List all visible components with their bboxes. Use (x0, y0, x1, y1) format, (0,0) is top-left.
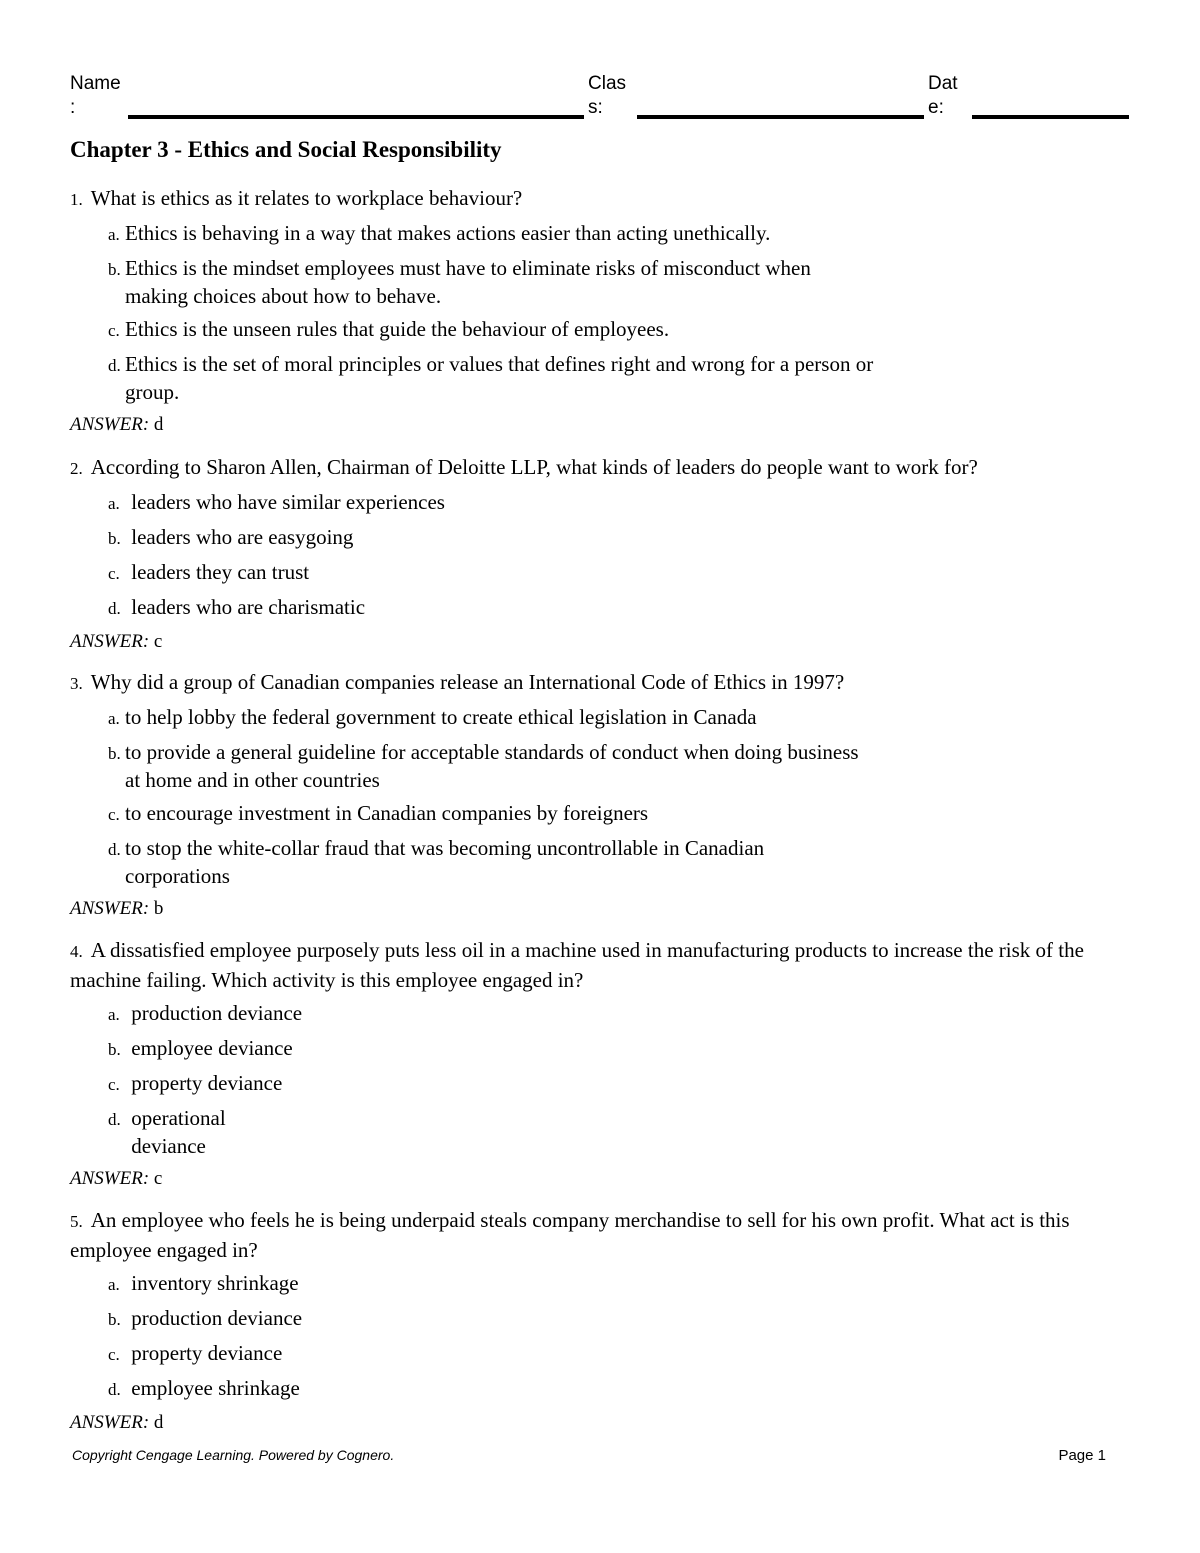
option-text: inventory shrinkage (131, 1271, 299, 1295)
option-d (108, 350, 1130, 406)
option-d (108, 1374, 1130, 1404)
option-letter: c. (108, 1345, 120, 1364)
answer-line (70, 1166, 1130, 1192)
answer-value: d (153, 414, 164, 435)
question-4 (70, 936, 1130, 1192)
question-text: An employee who feels he is being underpaid steals company merchandise to sell for his own profit. What act is this employee engaged in? (70, 1208, 1070, 1262)
option-text: operational deviance (131, 1106, 226, 1158)
option-letter: d. (108, 1110, 121, 1129)
answer-value: d (153, 1412, 164, 1433)
option-text: leaders who are easygoing (131, 525, 354, 549)
option-letter: a. (108, 494, 120, 513)
option-text: production deviance (131, 1001, 303, 1025)
date-label: Dat (928, 73, 958, 94)
option-d (108, 834, 1130, 890)
name-line (128, 115, 584, 119)
question-stem (70, 668, 1130, 698)
option-text: leaders who are charismatic (131, 595, 366, 619)
option-c (108, 799, 1130, 829)
option-text: property deviance (131, 1071, 283, 1095)
option-letter: d. (108, 1380, 121, 1399)
option-text: to stop the white-collar fraud that was becoming uncontrollable in Canadian corporations (125, 836, 765, 888)
option-letter: b. (108, 1310, 121, 1329)
option-b (108, 1034, 1130, 1064)
question-stem (70, 936, 1130, 994)
answer-label: ANSWER: (70, 414, 150, 435)
question-text: A dissatisfied employee purposely puts less oil in a machine used in manufacturing products to increase the risk of the machine failing. Which activity is this employee engaged in? (70, 938, 1084, 992)
option-letter: c. (108, 1075, 120, 1094)
option-text: to provide a general guideline for acceptable standards of conduct when doing business at home and in other countries (125, 740, 859, 792)
footer-page-number: Page 1 (1058, 1447, 1106, 1464)
question-stem (70, 184, 1130, 214)
question-number: 4. (70, 942, 83, 961)
question-1 (70, 184, 1130, 438)
option-letter: d. (108, 356, 121, 375)
question-text: According to Sharon Allen, Chairman of Deloitte LLP, what kinds of leaders do people want to work for? (90, 455, 978, 479)
option-c (108, 315, 1130, 345)
option-b (108, 254, 1130, 310)
option-text: employee shrinkage (131, 1376, 300, 1400)
option-text: Ethics is behaving in a way that makes actions easier than acting unethically. (125, 221, 771, 245)
option-letter: b. (108, 1040, 121, 1059)
footer-copyright: Copyright Cengage Learning. Powered by Cognero. (72, 1447, 395, 1463)
answer-value: b (153, 898, 164, 919)
option-text: to help lobby the federal government to create ethical legislation in Canada (125, 705, 757, 729)
name-label: Name (70, 73, 121, 94)
class-label-suffix: s: (588, 97, 603, 118)
option-c (108, 1339, 1130, 1369)
question-stem (70, 1206, 1130, 1264)
answer-line (70, 412, 1130, 438)
option-d (108, 593, 1130, 623)
option-text: Ethics is the unseen rules that guide the behaviour of employees. (125, 317, 670, 341)
option-a (108, 488, 1130, 518)
answer-line (70, 629, 1130, 655)
question-3 (70, 668, 1130, 922)
chapter-title: Chapter 3 - Ethics and Social Responsibility (70, 137, 502, 162)
answer-line (70, 896, 1130, 922)
answer-value: c (153, 1168, 163, 1189)
question-number: 1. (70, 190, 83, 209)
question-text: Why did a group of Canadian companies release an International Code of Ethics in 1997? (90, 670, 845, 694)
option-b (108, 1304, 1130, 1334)
answer-label: ANSWER: (70, 1412, 150, 1433)
option-letter: d. (108, 840, 121, 859)
option-c (108, 558, 1130, 588)
option-letter: a. (108, 1005, 120, 1024)
option-text: to encourage investment in Canadian companies by foreigners (125, 801, 649, 825)
option-text: Ethics is the mindset employees must have to eliminate risks of misconduct when making choices about how to behave. (125, 256, 811, 308)
date-label-suffix: e: (928, 97, 944, 118)
option-letter: b. (108, 260, 121, 279)
option-b (108, 738, 1130, 794)
option-text: Ethics is the set of moral principles or values that defines right and wrong for a person or group. (125, 352, 874, 404)
option-letter: c. (108, 805, 120, 824)
option-text: production deviance (131, 1306, 303, 1330)
answer-line (70, 1410, 1130, 1436)
class-label: Clas (588, 73, 627, 94)
option-c (108, 1069, 1130, 1099)
option-letter: c. (108, 321, 120, 340)
answer-label: ANSWER: (70, 1168, 150, 1189)
question-text: What is ethics as it relates to workplace behaviour? (90, 186, 523, 210)
option-letter: d. (108, 599, 121, 618)
option-a (108, 999, 1130, 1029)
class-line (637, 115, 924, 119)
answer-value: c (153, 631, 163, 652)
option-text: property deviance (131, 1341, 283, 1365)
question-number: 2. (70, 459, 83, 478)
option-d (108, 1104, 1130, 1160)
answer-label: ANSWER: (70, 898, 150, 919)
question-5 (70, 1206, 1130, 1436)
option-letter: a. (108, 1275, 120, 1294)
option-b (108, 523, 1130, 553)
option-letter: c. (108, 564, 120, 583)
option-text: leaders they can trust (131, 560, 310, 584)
name-label-colon: : (70, 97, 76, 118)
option-letter: b. (108, 744, 121, 763)
option-a (108, 703, 1130, 733)
option-letter: a. (108, 225, 120, 244)
question-2 (70, 453, 1130, 655)
option-letter: a. (108, 709, 120, 728)
question-stem (70, 453, 1130, 483)
question-number: 3. (70, 674, 83, 693)
option-text: employee deviance (131, 1036, 293, 1060)
date-line (972, 115, 1129, 119)
question-number: 5. (70, 1212, 83, 1231)
option-text: leaders who have similar experiences (131, 490, 445, 514)
option-a (108, 219, 1130, 249)
option-letter: b. (108, 529, 121, 548)
option-a (108, 1269, 1130, 1299)
answer-label: ANSWER: (70, 631, 150, 652)
